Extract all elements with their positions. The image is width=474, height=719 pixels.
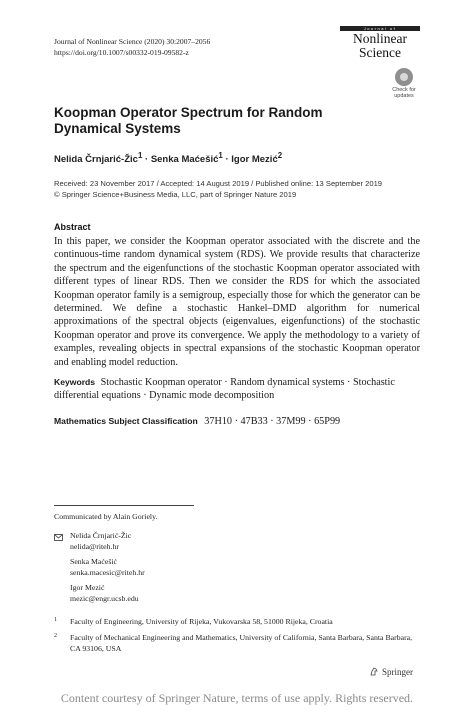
- keywords-list: Stochastic Koopman operator · Random dynamical systems · Stochastic differential equations · Dynamic mode decomposition: [54, 377, 395, 402]
- contact-name: Nelida Črnjarić-Žic: [70, 531, 132, 540]
- contact-email[interactable]: senka.macesic@riteh.hr: [70, 567, 145, 577]
- contact-entry: [70, 531, 145, 552]
- abstract-heading: Abstract: [54, 222, 91, 232]
- affiliation-number: 2: [54, 633, 57, 639]
- courtesy-notice: Content courtesy of Springer Nature, terms of use apply. Rights reserved.: [60, 691, 414, 705]
- contact-entry: [70, 583, 145, 604]
- author-list: [54, 151, 282, 165]
- msc-label: Mathematics Subject Classification: [54, 416, 198, 426]
- journal-logo: [340, 26, 420, 59]
- journal-logo-line2: Science: [359, 45, 401, 60]
- journal-logo-line1: Nonlinear: [353, 31, 407, 46]
- update-badge-line2: updates: [394, 93, 414, 99]
- copyright-line: © Springer Science+Business Media, LLC, part of Springer Nature 2019: [54, 190, 297, 199]
- author-name[interactable]: Senka Maćešić: [150, 154, 219, 166]
- contact-name: Igor Mezić: [70, 583, 105, 592]
- journal-volume-line: Journal of Nonlinear Science (2020) 30:2007–2056: [54, 37, 211, 46]
- affiliation-text: Faculty of Mechanical Engineering and Mathematics, University of California, Santa Barbara, Santa Barbara, CA 93106, USA: [70, 633, 413, 653]
- msc-codes: 37H10 · 47B33 · 37M99 · 65P99: [204, 416, 341, 427]
- envelope-icon: [54, 534, 63, 541]
- publisher-name: Springer: [382, 667, 413, 677]
- journal-citation: [54, 36, 210, 58]
- paper-title: Koopman Operator Spectrum for Random Dynamical Systems: [54, 105, 323, 136]
- author-separator: ·: [142, 154, 151, 166]
- communicated-by: Communicated by Alain Goriely.: [54, 512, 158, 521]
- affiliation-number: 1: [54, 617, 57, 623]
- author-affiliation-mark: 1: [218, 151, 223, 160]
- contact-list: [70, 531, 145, 609]
- keywords: [54, 376, 420, 403]
- publication-dates: [54, 178, 434, 200]
- msc-classification: [54, 415, 340, 428]
- update-icon: [395, 68, 413, 86]
- author-affiliation-mark: 2: [277, 151, 283, 160]
- abstract-text: In this paper, we consider the Koopman operator associated with the discrete and the continuous-time random dynamical system (RDS). We provide results that characterize the spectrum and the eigenfunctions of the stochastic Koopman operator associated with different types of linear RDS. Then we consider the RDS for which the associated Koopman operator family is a semigroup, especially those for which the generator can be determined. We define a stochastic Hankel–DMD algorithm for numerical approximations of the spectral objects (eigenvalues, eigenfunctions) of the stochastic Koopman operator and prove its convergence. We apply the methodology to a variety of examples, revealing objects in spectral expansions of the stochastic Koopman operator and enabling model reduction.: [54, 236, 420, 368]
- author-name[interactable]: Nelida Črnjarić-Žic: [54, 154, 138, 166]
- footnote-divider: [54, 505, 194, 506]
- dates-line: Received: 23 November 2017 / Accepted: 14 August 2019 / Published online: 13 September 2019: [54, 179, 383, 188]
- contact-email[interactable]: nelida@riteh.hr: [70, 541, 119, 551]
- affiliation-2: [54, 633, 424, 654]
- doi-link[interactable]: https://doi.org/10.1007/s00332-019-09582-z: [54, 48, 189, 57]
- contact-name: Senka Maćešić: [70, 557, 117, 566]
- affiliation-1: [54, 617, 424, 628]
- check-for-updates-badge[interactable]: [386, 68, 422, 102]
- contact-entry: [70, 557, 145, 578]
- springer-logo: [370, 667, 413, 677]
- author-separator: ·: [222, 154, 232, 166]
- contact-email[interactable]: mezic@engr.ucsb.edu: [70, 593, 139, 603]
- springer-horse-icon: [370, 667, 379, 676]
- affiliation-text: Faculty of Engineering, University of Rijeka, Vukovarska 58, 51000 Rijeka, Croatia: [70, 617, 333, 626]
- keywords-label: Keywords: [54, 377, 96, 387]
- journal-logo-bar: Journal of: [340, 26, 420, 31]
- update-badge-line1: Check for: [392, 87, 416, 93]
- author-name[interactable]: Igor Mezić: [231, 154, 278, 166]
- author-affiliation-mark: 1: [137, 151, 143, 160]
